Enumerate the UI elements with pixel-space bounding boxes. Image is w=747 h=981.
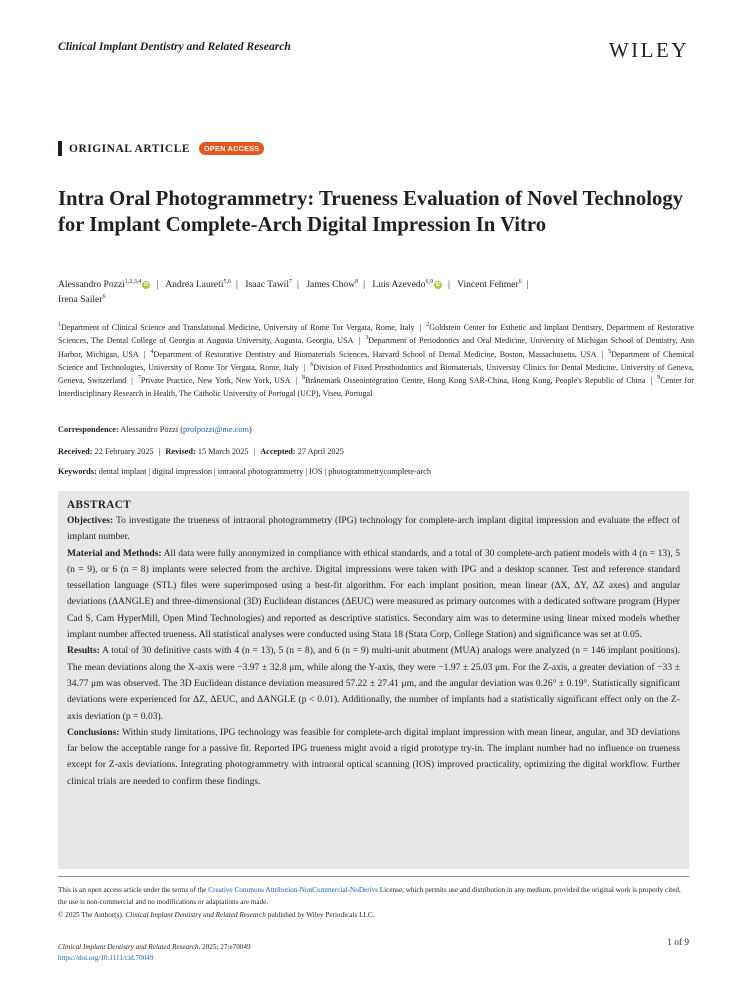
accepted-date: 27 April 2025 [297, 447, 344, 456]
author[interactable]: Irena Sailer [58, 294, 103, 305]
citation-volume: 2025; 27:e70049 [202, 943, 251, 951]
separator: | [143, 349, 146, 359]
affiliation: Department of Periodontics and Oral Medicine, University of Michigan School of Dentistry, Ann Harbor, Michigan, USA [58, 336, 694, 359]
results-text: A total of 30 definitive casts with 4 (n = 13), 5 (n = 8), and 6 (n = 9) multi-unit abutment (MUA) analogs were analyzed (n = 146 implant positions). The mean deviations along the X-axis were −3.97 ± 32.8 μm, while along the Y-axis, they were −1.97 ± 25.03 μm. For the Z-axis, a greater deviation of −33 ± 34.77 μm was observed. The 3D Euclidean distance deviation measured 57.22 ± 27.41 μm, and the angular deviation was 0.26° ± 0.19°. Statistically significant deviations were experienced for ΔZ, ΔEUC, and ΔANGLE (p < 0.01). Additionally, the number of implants had a statistically significant effect only on the Z-axis deviation (p = 0.03). [67, 645, 680, 722]
correspondence: Correspondence: Alessandro Pozzi (profpozzi@me.com) [58, 425, 252, 434]
abstract-objectives [67, 513, 680, 546]
affil-sup: 1 [58, 322, 61, 328]
keywords [58, 467, 431, 476]
received-date: 22 February 2025 [94, 447, 154, 456]
affiliation: Center for Interdisciplinary Research in Health, The Catholic University of Portugal (UCP), Viseu, Portugal [58, 376, 694, 399]
received-label: Received: [58, 447, 93, 456]
orcid-icon[interactable]: iD [143, 281, 149, 288]
keywords-label: Keywords: [58, 467, 97, 476]
affiliation: Private Practice, New York, New York, USA [140, 376, 291, 386]
article-title: Intra Oral Photogrammetry: Trueness Evaluation of Novel Technology for Implant Complete-Arch Digital Impression In Vitro [58, 188, 684, 236]
publisher-logo: WILEY [608, 38, 689, 62]
separator: | [295, 376, 297, 386]
abstract-conclusions [67, 725, 680, 790]
separator: | [158, 447, 161, 456]
copyright-post: published by Wiley Periodicals LLC. [267, 911, 375, 919]
page-number: 1 of 9 [667, 938, 689, 948]
affil-sup: 2 [426, 322, 430, 328]
citation-journal: Clinical Implant Dentistry and Related Research, [58, 943, 201, 951]
author[interactable]: Alessandro Pozzi [58, 279, 125, 290]
affil-sup: 7 [137, 375, 141, 382]
affiliation: Department of Clinical Science and Translational Medicine, University of Rome Tor Vergata, Rome, Italy [61, 323, 415, 332]
separator: | [650, 376, 653, 386]
abstract-box [58, 491, 689, 869]
accepted-label: Accepted: [260, 447, 296, 456]
conclusions-text: Within study limitations, IPG technology was feasible for complete-arch digital implant impression with mean linear, angular, and 3D deviations far below the acceptable range for a passive fit. Reported IPG trueness might avoid a rigid prototype try-in. The implant number had no influence on trueness except for Z-axis deviations. Integrating photogrammetry with intraoral optical scanning (IOS) improved practicality, optimizing the digital workflow. Further clinical trials are needed to confirm these findings. [67, 726, 680, 787]
open-access-badge[interactable]: OPEN ACCESS [199, 142, 264, 155]
separator: | [297, 279, 299, 290]
separator: | [236, 279, 238, 290]
orcid-icon[interactable]: iD [435, 281, 441, 288]
affiliation: Division of Fixed Prosthodontics and Biomaterials, University Clinics for Dental Medicine, University of Geneva, Geneva, Switzerland [58, 362, 694, 386]
affil-sup: 9 [657, 375, 661, 382]
affil-sup: 4 [150, 348, 154, 355]
article-dates [58, 447, 344, 456]
footer-citation [58, 942, 251, 964]
license-post: License, which permits use and distribution in any medium, provided the original work is properly cited, the use is non-commercial and no modifications or adaptations are made. [58, 886, 681, 906]
doi-link[interactable]: https://doi.org/10.1111/cid.70049 [58, 953, 154, 962]
author-sup: 1,2,3,4 [124, 279, 142, 285]
affil-sup: 3 [365, 335, 369, 342]
copyright-journal: Clinical Implant Dentistry and Related Research [125, 911, 266, 919]
affil-sup: 8 [301, 375, 305, 382]
separator: | [447, 279, 450, 290]
affiliations [58, 321, 694, 401]
license-notice [58, 885, 689, 908]
correspondence-name: Alessandro Pozzi [120, 425, 179, 434]
separator: | [526, 279, 529, 290]
correspondence-email-link[interactable]: profpozzi@me.com [183, 425, 249, 434]
author[interactable]: Isaac Tawil [245, 279, 289, 290]
author-sup: 7 [289, 279, 292, 285]
article-type-bar [58, 141, 62, 156]
author[interactable]: Andrea Laureti [165, 279, 224, 290]
author-sup: 6 [102, 294, 106, 300]
conclusions-label: Conclusions: [67, 726, 120, 738]
results-label: Results: [67, 645, 100, 657]
author-sup: 6,9 [425, 279, 433, 285]
separator: | [601, 349, 604, 359]
affiliation: Brånemark Osseointegration Centre, Hong Kong SAR-China, Hong Kong, People's Republic of China [304, 376, 646, 386]
journal-name: Clinical Implant Dentistry and Related Research [58, 40, 291, 53]
methods-label: Material and Methods: [67, 547, 162, 559]
objectives-label: Objectives: [67, 515, 114, 526]
objectives-text: To investigate the trueness of intraoral photogrammetry (IPG) technology for complete-arch implant digital impression and evaluate the effect of implant number. [67, 515, 680, 543]
methods-text: All data were fully anonymized in compliance with ethical standards, and a total of 30 complete-arch patient models with 4 (n = 13), 5 (n = 9), or 6 (n = 8) implants were selected from the archive. Digital impressions were taken with IPG and a desktop scanner. Test and reference standard tessellation language (STL) files were superimposed using a best-fit algorithm. For each implant position, mean linear (ΔX, ΔY, ΔZ axes) and angular deviations (ΔANGLE) and three-dimensional (3D) Euclidean distances (ΔEUC) were measured as primary outcomes with a dedicated software program (Hyper Cad S, Cam HyperMill, Open Mind Technologies) and reported as descriptive statistics. Secondary aim was to determine using linear mixed models whether implant number affected trueness. All statistical analyses were conducted using Stata 18 (Stata Corp, College Station) and significance was set at 0.05. [67, 547, 680, 641]
author[interactable]: Vincent Fehmer [457, 279, 519, 290]
author-sup: 6 [518, 279, 522, 285]
affiliation: Goldstein Center for Esthetic and Implant Dentistry, Department of Restorative Sciences, The Dental College of Georgia at Augusta University, Augusta, Georgia, USA [58, 323, 694, 346]
author[interactable]: Luis Azevedo [372, 279, 426, 290]
footer-divider [58, 876, 689, 877]
copyright-pre: © 2025 The Author(s). [58, 911, 124, 919]
abstract-results [67, 643, 680, 724]
revised-label: Revised: [165, 447, 196, 456]
article-type-row [58, 141, 264, 156]
separator: | [156, 279, 159, 290]
affiliation: Department of Chemical Science and Technologies, University of Rome Tor Vergata, Rome, Italy [58, 349, 694, 372]
article-type-label: ORIGINAL ARTICLE [69, 142, 191, 155]
revised-date: 15 March 2025 [197, 447, 249, 456]
affiliation: Department of Restorative Dentistry and Biomaterials Sciences, Harvard School of Dental Medicine, Boston, Massachusetts, USA [153, 349, 597, 359]
affil-sup: 6 [310, 361, 314, 368]
separator: | [363, 279, 366, 290]
abstract-heading: ABSTRACT [67, 499, 132, 511]
author-sup: 5,6 [223, 279, 232, 285]
separator: | [419, 323, 422, 332]
keywords-list: dental implant | digital impression | intraoral photogrammetry | IOS | photogrammetrycomplete-arch [98, 467, 432, 476]
copyright-notice [58, 911, 689, 919]
correspondence-label: Correspondence: [58, 425, 119, 434]
author-list [58, 277, 698, 307]
author[interactable]: James Chow [306, 279, 356, 290]
abstract-methods [67, 546, 680, 644]
separator: | [303, 362, 306, 372]
separator: | [358, 336, 361, 346]
separator: | [131, 376, 133, 386]
license-pre: This is an open access article under the terms of the [58, 886, 207, 894]
separator: | [253, 447, 256, 456]
affil-sup: 5 [608, 348, 612, 355]
author-sup: 8 [355, 279, 359, 285]
license-link[interactable]: Creative Commons Attribution-NonCommercial-NoDerivs [208, 886, 378, 894]
